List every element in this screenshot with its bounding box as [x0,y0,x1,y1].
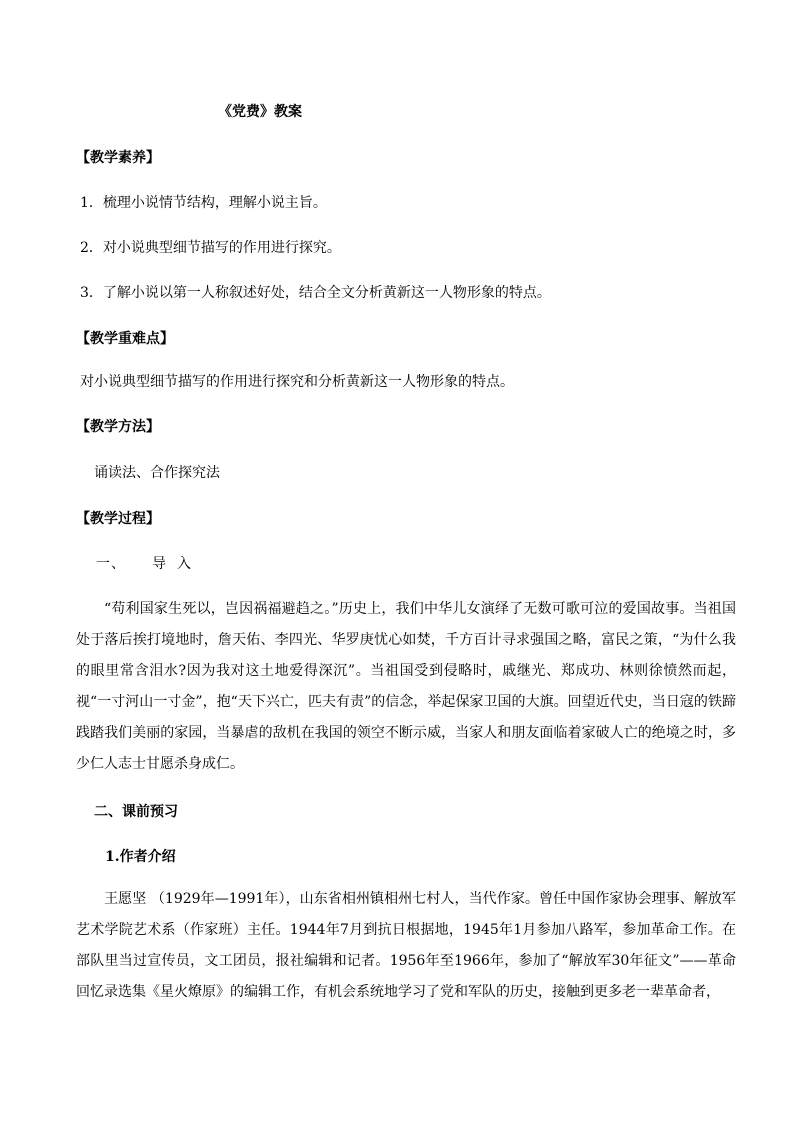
process-part2-heading: 二、课前预习 [94,804,178,820]
methods-text: 诵读法、合作探究法 [94,465,220,481]
section-heading-methods: 【教学方法】 [76,419,160,435]
literacy-item-3: 3．了解小说以第一人称叙述好处，结合全文分析黄新这一人物形象的特点。 [80,285,551,301]
intro-text: “苟利国家生死以，岂因祸福避趋之。”历史上，我们中华儿女演绎了无数可歌可泣的爱国故事。当祖国处于落后挨打境地时，詹天佑、李四光、华罗庚忧心如焚，千方百计寻求强国之略，富民之策，“为什么我的眼里常含泪水?因为我对这土地爱得深沉”。当祖国受到侵略时，戚继光、郑成功、林则徐愤然而起，视“一寸河山一寸金”，抱“天下兴亡，匹夫有责”的信念，举起保家卫国的大旗。回望近代史，当日寇的铁蹄践踏我们美丽的家园，当暴虐的敌机在我国的领空不断示威，当家人和朋友面临着家破人亡的绝境之时，多少仁人志士甘愿杀身成仁。 [76,601,736,772]
part1-title-b: 入 [177,556,192,572]
author-intro-heading: 1.作者介绍 [105,849,176,865]
part1-number: 一、 [96,556,126,572]
author-text: 王愿坚 （1929年—1991年），山东省相州镇相州七村人，当代作家。曾任中国作家协会理事、解放军艺术学院艺术系（作家班）主任。1944年7月到抗日根据地，1945年1月参加八路军，参加革命工作。在部队里当过宣传员，文工团员，报社编辑和记者。1956年至1966年，参加了“解放军30年征文”——革命回忆录选集《星火燎原》的编辑工作，有机会系统地学习了党和军队的历史，接触到更多老一辈革命者， [76,891,736,1000]
author-paragraph [76,884,736,1008]
process-part1-heading [96,555,192,573]
part1-title-a: 导 [152,556,167,572]
literacy-item-2: 2．对小说典型细节描写的作用进行探究。 [80,240,341,256]
literacy-item-1: 1．梳理小说情节结构，理解小说主旨。 [80,195,327,211]
section-heading-key-points: 【教学重难点】 [76,331,174,347]
key-points-text: 对小说典型细节描写的作用进行探究和分析黄新这一人物形象的特点。 [80,374,514,390]
section-heading-literacy: 【教学素养】 [76,150,160,166]
intro-paragraph [76,594,736,780]
section-heading-process: 【教学过程】 [76,511,160,527]
document-title: 《党费》教案 [218,104,302,120]
